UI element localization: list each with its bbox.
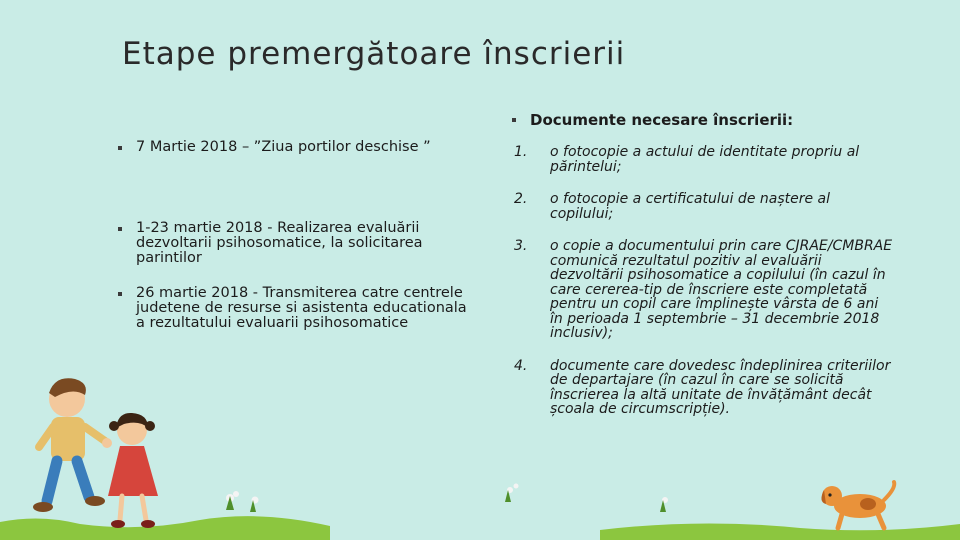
item-text: o fotocopie a actului de identitate propriu al părintelui;	[550, 144, 860, 175]
list-item: 7 Martie 2018 – ”Ziua portilor deschise ”	[116, 140, 476, 155]
list-item	[514, 145, 894, 174]
list-item	[514, 192, 894, 221]
schedule-list	[116, 140, 476, 331]
item-text: o copie a documentului prin care CJRAE/CMBRAE comunică rezultatul pozitiv al evaluării dezvoltării psihosomatice a copilului (în cazul în care cererea-tip de înscriere este completată pentru un copil care împlinește vârsta de 6 ani în perioada 1 septembrie – 31 decembrie 2018 inclusiv);	[550, 238, 893, 341]
dog-illustration	[818, 478, 898, 533]
list-item: 1-23 martie 2018 - Realizarea evaluării dezvoltarii psihosomatice, la solicitarea parintilor	[116, 221, 476, 266]
documents-heading: Documente necesare înscrierii:	[510, 111, 793, 129]
item-text: o fotocopie a certificatului de naștere al copilului;	[550, 191, 831, 222]
list-item: 26 martie 2018 - Transmiterea catre centrele judetene de resurse si asistenta educationala a rezultatului evaluarii psihosomatice	[116, 286, 476, 331]
page-title: Etape premergătoare înscrierii	[122, 36, 626, 72]
item-number: 2.	[514, 191, 528, 207]
list-item	[514, 239, 894, 341]
item-number: 1.	[514, 144, 528, 160]
item-text: documente care dovedesc îndeplinirea criteriilor de departajare (în cazul în care se solicită înscrierea la altă unitate de învățământ decât școala de circumscripție).	[550, 357, 891, 417]
girl-illustration	[100, 408, 170, 533]
item-number: 3.	[514, 238, 528, 254]
item-number: 4.	[514, 357, 528, 374]
documents-list	[514, 145, 894, 417]
list-item	[514, 359, 894, 417]
